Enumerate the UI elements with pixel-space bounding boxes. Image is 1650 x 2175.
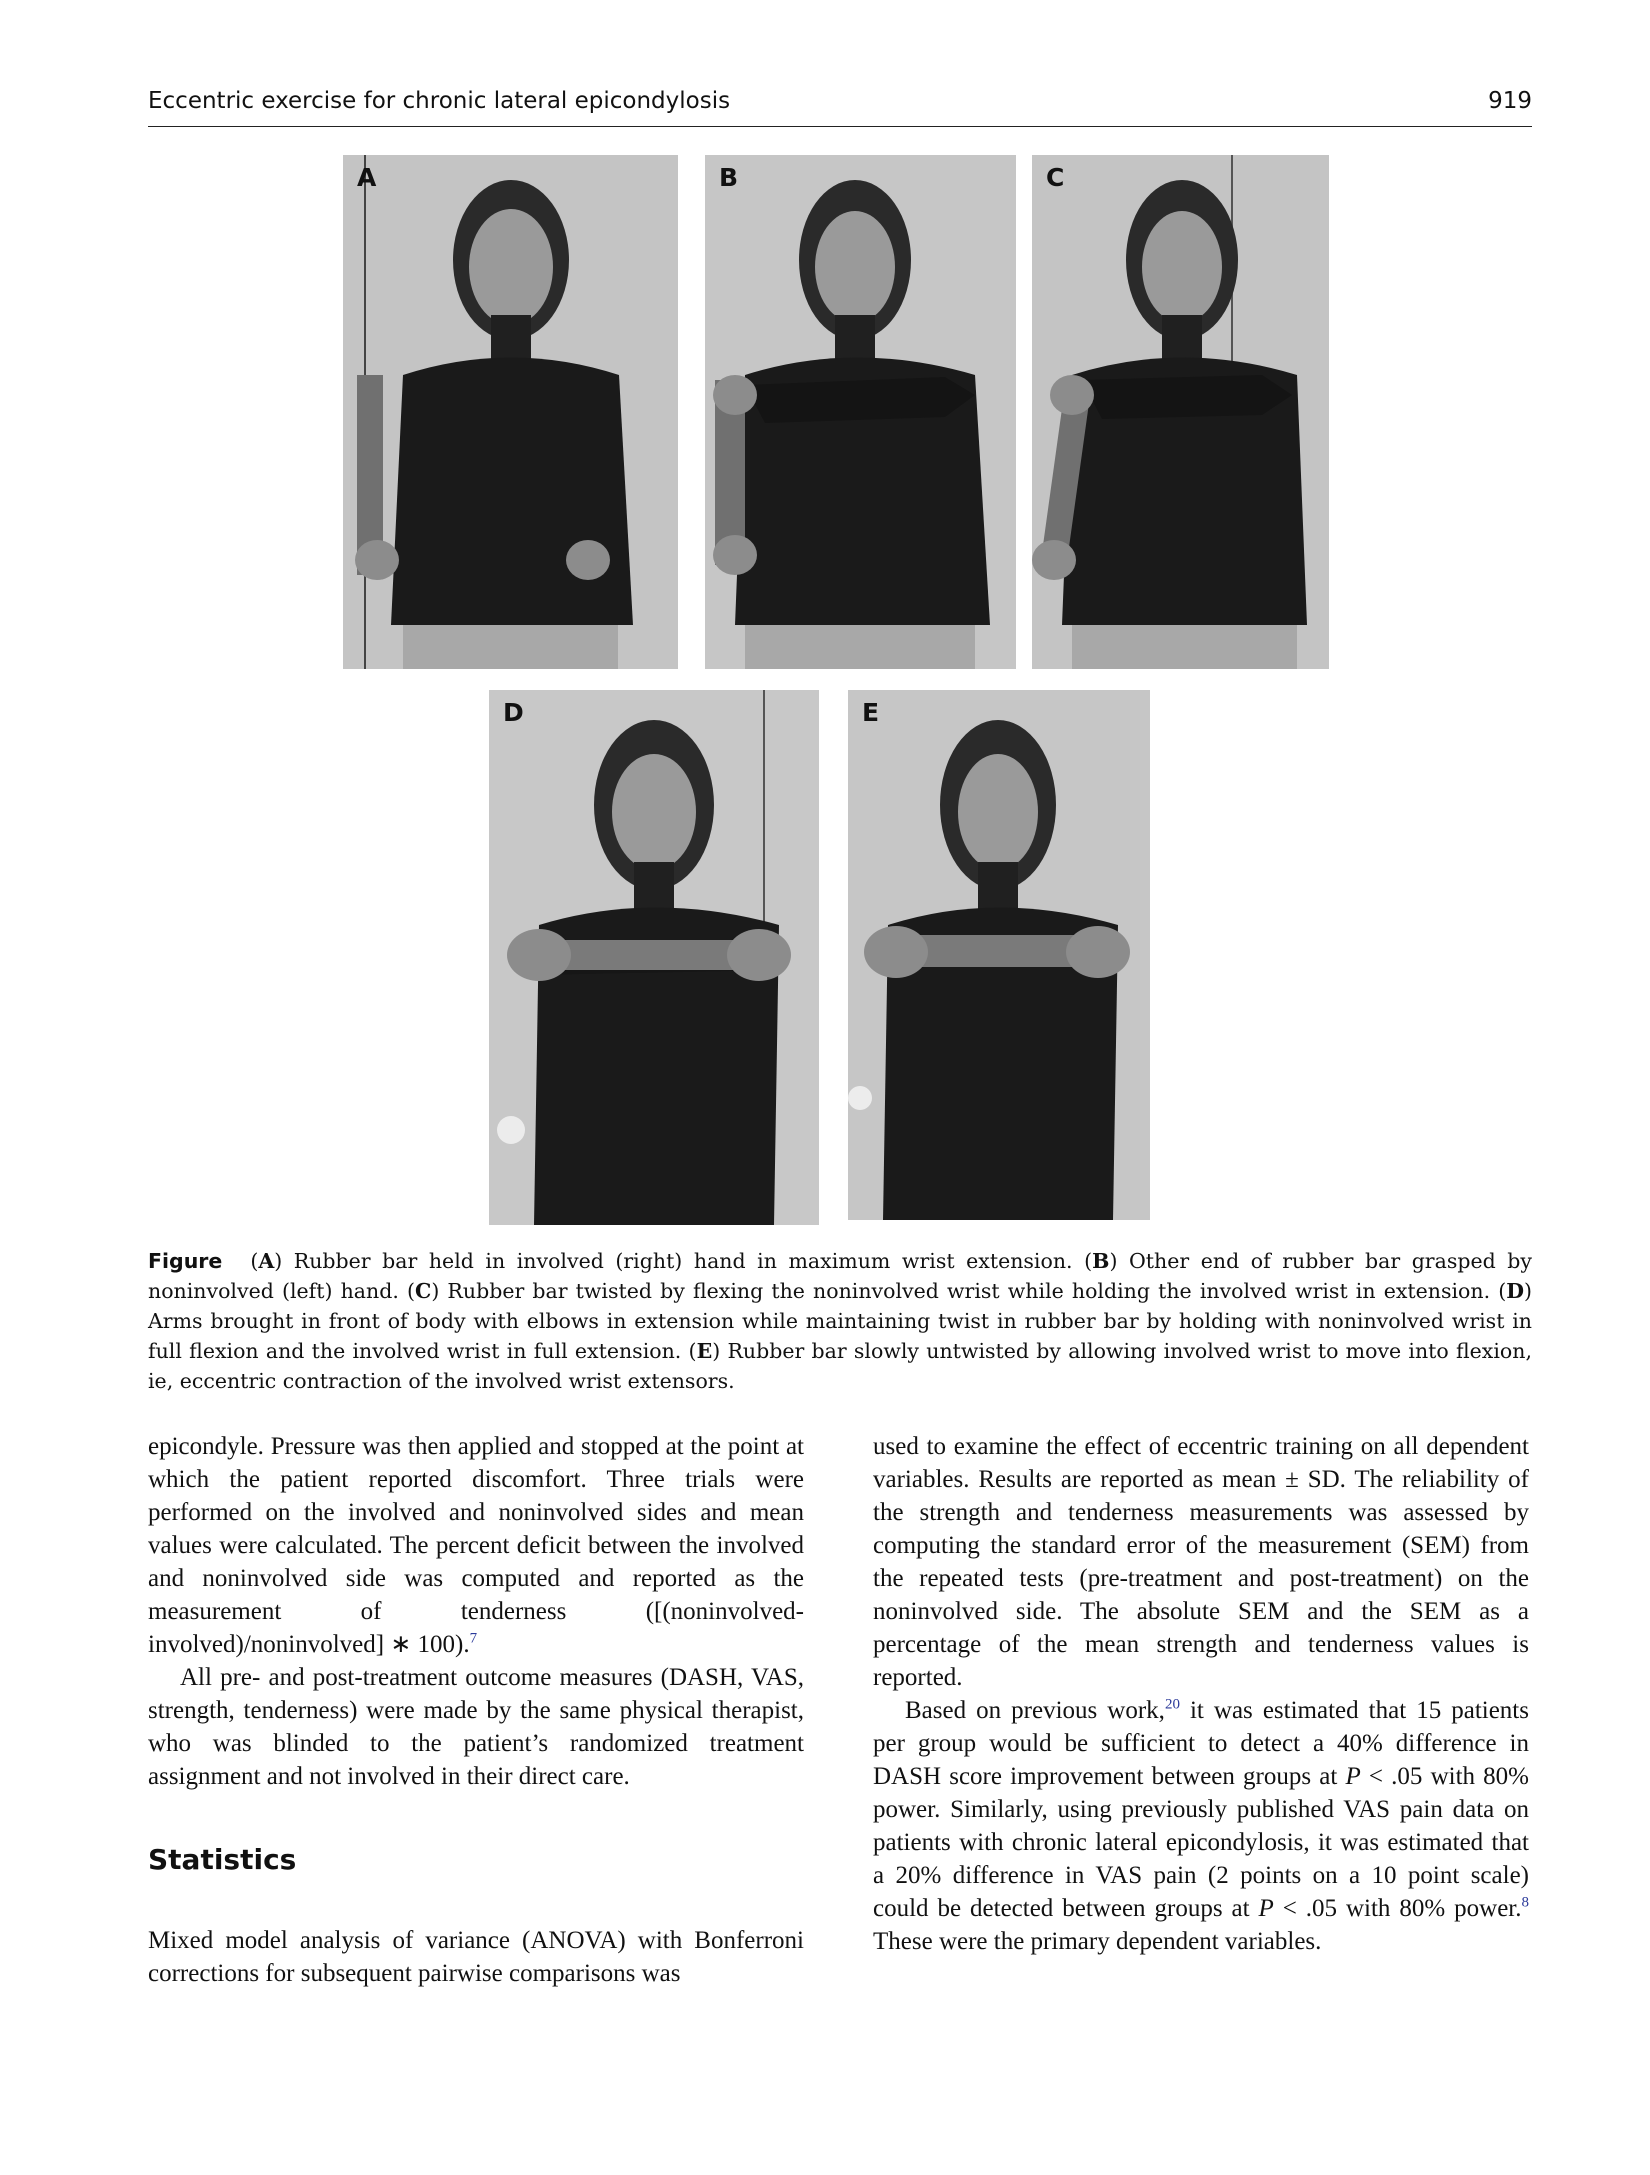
- figure-panel-d: [489, 690, 819, 1225]
- section-heading-statistics: Statistics: [148, 1843, 297, 1876]
- caption-letter-a: A: [258, 1249, 275, 1273]
- running-head: [148, 86, 1532, 127]
- caption-text-e: ) Rubber bar slowly untwisted by allowing involved wrist to move into flexion, ie, eccentric contraction of the involved wrist extensors.: [148, 1339, 1532, 1393]
- panel-letter-e: E: [862, 698, 880, 727]
- caption-text-a: ) Rubber bar held in involved (right) hand in maximum wrist extension. (: [274, 1249, 1093, 1273]
- figure-panel-c: [1032, 155, 1329, 669]
- running-title: Eccentric exercise for chronic lateral epicondylosis: [148, 88, 731, 114]
- right-paragraph-1: used to examine the effect of eccentric training on all dependent variables. Results are reported as mean ± SD. The reliability of the strength and tenderness measurements was assessed by computing the standard error of the measurement (SEM) from the repeated tests (pre-treatment and post-treatment) on the noninvolved side. The absolute SEM and the SEM as a percentage of the mean strength and tenderness values is reported.: [873, 1433, 1529, 1691]
- citation-20[interactable]: 20: [1164, 1696, 1180, 1713]
- caption-letter-d: D: [1506, 1279, 1524, 1303]
- left-paragraph-1-text: epicondyle. Pressure was then applied and stopped at the point at which the patient reported discomfort. Three trials were performed on the involved and noninvolved sides and mean values were calculated. The percent deficit between the involved and noninvolved side was computed and reported as the measurement of tenderness ([(noninvolved-involved)/noninvolved] ∗ 100).: [148, 1433, 804, 1658]
- panel-d-photo: [489, 690, 819, 1225]
- panel-b-photo: [705, 155, 1016, 669]
- panel-letter-c: C: [1046, 163, 1065, 192]
- right-paragraph-2-text-a: Based on previous work,: [905, 1697, 1165, 1724]
- page-number: 919: [1488, 88, 1532, 114]
- right-paragraph-2: [873, 1694, 1529, 1958]
- p-value-symbol-1: P: [1345, 1763, 1361, 1790]
- caption-text-b: ) Other end of rubber bar grasped by noninvolved (left) hand. (: [148, 1249, 1532, 1303]
- right-paragraph-2-text-e: These were the primary dependent variables.: [873, 1928, 1322, 1955]
- figure-panel-e: [848, 690, 1150, 1220]
- panel-c-photo: [1032, 155, 1329, 669]
- right-paragraph-2-text-c: < .05 with 80% power. Similarly, using previously published VAS pain data on patients with chronic lateral epicondylosis, it was estimated that a 20% difference in VAS pain (2 points on a 10 point scale) could be detected between groups at: [873, 1763, 1530, 1922]
- caption-text-d: ) Arms brought in front of body with elbows in extension while maintaining twist in rubber bar by holding with noninvolved wrist in full flexion and the involved wrist in full extension. (: [148, 1279, 1532, 1363]
- p-value-symbol-2: P: [1258, 1895, 1274, 1922]
- caption-text-c: ) Rubber bar twisted by flexing the noninvolved wrist while holding the involved wrist in extension. (: [431, 1279, 1507, 1303]
- caption-letter-c: C: [414, 1279, 432, 1303]
- panel-letter-d: D: [503, 698, 524, 727]
- citation-8[interactable]: 8: [1521, 1894, 1529, 1911]
- left-paragraph-3: Mixed model analysis of variance (ANOVA) with Bonferroni corrections for subsequent pairwise comparisons was: [148, 1927, 804, 1987]
- figure-label: Figure: [148, 1249, 223, 1273]
- panel-a-photo: [343, 155, 678, 669]
- left-column: [148, 1430, 804, 1990]
- figure-caption: Figure (A) Rubber bar held in involved (right) hand in maximum wrist extension. (B) Other end of rubber bar grasped by noninvolved (left) hand. (C) Rubber bar twisted by flexing the noninvolved wrist while holding the involved wrist in extension. (D) Arms brought in front of body with elbows in extension while maintaining twist in rubber bar by holding with noninvolved wrist in full flexion and the involved wrist in full extension. (E) Rubber bar slowly untwisted by allowing involved wrist to move into flexion, ie, eccentric contraction of the involved wrist extensors.: [148, 1249, 1532, 1393]
- figure-panel-b: [705, 155, 1016, 669]
- caption-letter-e: E: [696, 1339, 713, 1363]
- right-paragraph-2-text-b: it was estimated that 15 patients per group would be sufficient to detect a 40% difference in DASH score improvement between groups at: [873, 1697, 1529, 1790]
- left-paragraph-2: All pre- and post-treatment outcome measures (DASH, VAS, strength, tenderness) were made by the same physical therapist, who was blinded to the patient’s randomized treatment assignment and not involved in their direct care.: [148, 1664, 804, 1790]
- right-paragraph-2-text-d: < .05 with 80% power.: [1273, 1895, 1522, 1922]
- figure-panel-a: [343, 155, 678, 669]
- panel-letter-b: B: [719, 163, 739, 192]
- panel-letter-a: A: [357, 163, 377, 192]
- caption-letter-b: B: [1092, 1249, 1110, 1273]
- left-paragraph-1: [148, 1430, 804, 1661]
- panel-e-photo: [848, 690, 1150, 1220]
- citation-7[interactable]: 7: [469, 1630, 478, 1647]
- right-column: [873, 1430, 1529, 1958]
